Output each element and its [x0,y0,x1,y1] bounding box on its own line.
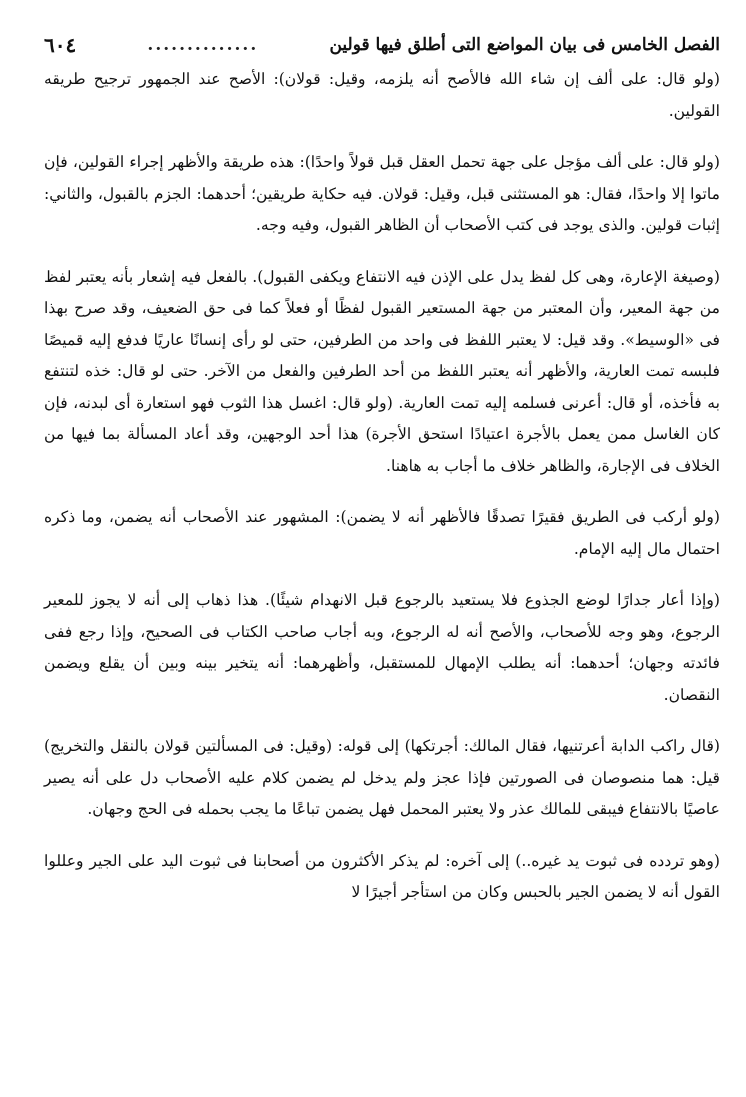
paragraph: (ولو أركب فى الطريق فقيرًا تصدقًا فالأظهر أنه لا يضمن): المشهور عند الأصحاب أنه يضمن، وما ذكره احتمال مال إليه الإمام. [44,508,720,558]
page-number: ٦٠٤ [44,33,77,57]
running-header [44,30,720,60]
book-page [44,0,720,1097]
page-body [44,64,720,929]
header-leader-dots: .............. [147,35,259,55]
paragraph: (وإذا أعار جدارًا لوضع الجذوع فلا يستعيد بالرجوع قبل الانهدام شيئًا). هذا ذهاب إلى أنه لا يجوز للمعير الرجوع، وهو وجه للأصحاب، والأصح أنه له الرجوع، وبه أجاب صاحب الكتاب فى الصحيح، وإذا رجع ففى فائدته وجهان؛ أحدهما: أنه يطلب الإمهال للمستقبل، وأظهرهما: أنه يتخير بينه وبين أن يقلع ويضمن النقصان. [44,591,720,704]
chapter-title: الفصل الخامس فى بيان المواضع التى أطلق فيها قولين [329,35,720,55]
paragraph: (وصيغة الإعارة، وهى كل لفظ يدل على الإذن فيه الانتفاع ويكفى القبول). بالفعل فيه إشعار بأنه يعتبر لفظ من جهة المعير، وأن المعتبر من جهة المستعير القبول لفظًا أو فعلاً كما فى حق الضعيف، وقد صرح بهذا فى «الوسيط». وقد قيل: لا يعتبر اللفظ فى واحد من الطرفين، حتى لو رأى إنسانًا عاريًا فدفع إليه قميصًا فلبسه تمت العارية، والأظهر أنه يعتبر اللفظ من أحد الطرفين والفعل من الآخر. حتى لو قال: خذه لتنتفع به فأخذه، أو قال: أعرنى فسلمه إليه تمت العارية. (ولو قال: اغسل هذا الثوب فهو استعارة أى لبدنه، فإن كان الغاسل ممن يعمل بالأجرة اعتيادًا استحق الأجرة) هذا أحد الوجهين، وقد أعاد المسألة بما فيها من الخلاف فى الإجارة، والظاهر خلاف ما أجاب به هاهنا. [44,267,720,475]
paragraph: (ولو قال: على ألف مؤجل على جهة تحمل العقل قبل قولاً واحدًا): هذه طريقة والأظهر إجراء القولين، فإن ماتوا إلا واحدًا، فقال: هو المستثنى قبل، وقيل: قولان. فيه حكاية طريقين؛ أحدهما: الجزم بالقبول، والثاني: إثبات قولين. والذى يوجد فى كتب الأصحاب أن الظاهر القبول، وفيه وجه. [44,153,720,234]
paragraph: (وهو تردده فى ثبوت يد غيره..) إلى آخره: لم يذكر الأكثرون من أصحابنا فى ثبوت اليد على الجير وعللوا القول أنه لا يضمن الجير بالحبس وكان من استأجر أجيرًا لا [44,851,720,901]
paragraph: (ولو قال: على ألف إن شاء الله فالأصح أنه يلزمه، وقيل: قولان): الأصح عند الجمهور ترجيح طريقه القولين. [44,70,720,120]
paragraph: (قال راكب الدابة أعرتنيها، فقال المالك: أجرتكها) إلى قوله: (وقيل: فى المسألتين قولان بالنقل والتخريج) قيل: هما منصوصان فى الصورتين فإذا عجز ولم يدخل لم يضمن كلام عليه الأصحاب دل على أنه يصير عاصيًا بالانتفاع فيبقى للمالك عذر ولا يعتبر المحمل فهل يضمن تباعًا ما يجب بحمله فى الحج وجهان. [44,737,720,818]
